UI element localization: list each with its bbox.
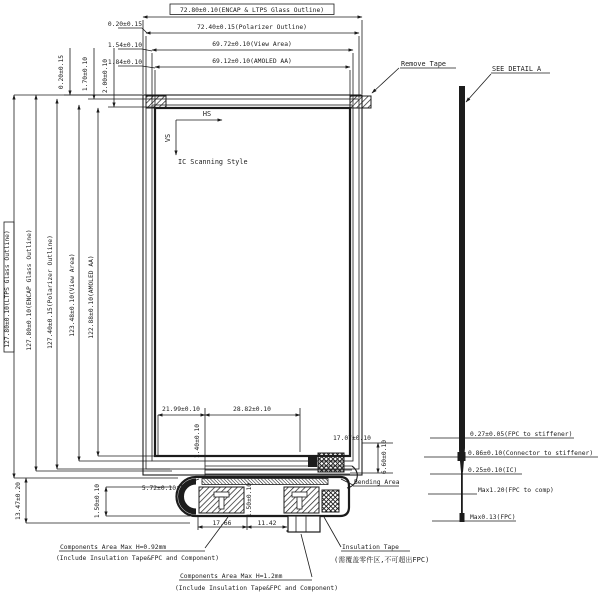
components-note-1-line-1: Components Area Max H=0.92mm: [60, 544, 167, 551]
dim-fpc-gap: 1.50±0.10: [94, 483, 101, 519]
bending-area-label: Bending Area: [354, 479, 400, 486]
hs-label: HS: [202, 110, 212, 118]
dim-module-a: 17.66: [212, 520, 232, 527]
dim-module-c: 5.72±0.10: [141, 485, 176, 492]
bottom-notes: [56, 517, 429, 592]
polarizer-outline: [146, 99, 359, 469]
detail-label-connector-stiffener: 0.86±0.10(Connector to stiffener): [468, 450, 594, 457]
vs-label: VS: [164, 133, 172, 143]
dim-top-offset-3: 1.84±0.10: [107, 59, 142, 66]
component-mark: [214, 492, 229, 497]
dim-glass-outline-width: 72.80±0.10(ENCAP & LTPS Glass Outline): [179, 7, 325, 14]
detail-label-fpc: Max0.13(FPC): [470, 514, 516, 521]
dim-module-bottom-height: 13.47±0.20: [15, 482, 22, 520]
dim-left-offset-3: 2.00±0.10: [102, 58, 109, 94]
driver-ic-block: [318, 453, 344, 472]
dim-polarizer-height: 127.40±0.15(Polarizer Outline): [47, 235, 54, 349]
dim-module-b: 11.42: [257, 520, 277, 527]
side-fpc-tail: [461, 470, 463, 515]
panel-side-profile: [459, 86, 465, 472]
ic-scanning-style-label: IC Scanning Style: [178, 158, 248, 166]
dim-ledge-1: 21.99±0.10: [162, 406, 200, 413]
tape-tab-left: [146, 96, 166, 108]
main-panel-view: [143, 95, 371, 475]
see-detail-a-label: SEE DETAIL A: [492, 65, 542, 73]
dim-ledge-2: 28.82±0.10: [233, 406, 271, 413]
fpc-fold: [181, 482, 196, 512]
detail-label-ic: 0.25±0.10(IC): [468, 467, 518, 474]
dim-polarizer-width: 72.40±0.15(Polarizer Outline): [197, 24, 307, 31]
dim-left-offset-1: 0.20±0.15: [58, 54, 65, 90]
dim-ltps-height: 127.80±0.10(LTPS Glass Outline): [4, 230, 11, 348]
insulation-tape-label: Insulation Tape: [342, 544, 399, 551]
detail-label-fpc-stiffener: 0.27±0.05(FPC to stiffener): [470, 431, 573, 438]
module-cross-section: [142, 477, 349, 532]
detail-label-fpc-comp: Max1.20(FPC to comp): [478, 487, 554, 494]
component-mark: [297, 497, 302, 509]
cof-block: [308, 456, 317, 467]
stiffener-block: [322, 490, 339, 512]
dim-ledge-4: 17.07±0.10: [333, 435, 371, 442]
top-left-offset-dims: [108, 21, 155, 68]
dim-aa-height: 122.88±0.10(AMOLED AA): [88, 255, 95, 339]
side-connector-bump: [458, 452, 466, 461]
component-mark: [219, 497, 224, 509]
dim-module-mid: 1.50±0.10: [246, 482, 253, 518]
dim-top-offset-1: 0.20±0.15: [107, 21, 142, 28]
dim-encap-height: 127.80±0.10(ENCAP Glass Outline): [26, 229, 33, 351]
top-vertical-offset-dims: [58, 48, 155, 107]
component-mark: [292, 492, 307, 497]
insulation-tape-strip: [202, 479, 328, 485]
side-fpc-foot: [460, 513, 465, 522]
dim-ledge-5: 6.60±0.10: [381, 439, 388, 475]
top-dimensions: [143, 4, 362, 107]
remove-tape-label: Remove Tape: [401, 60, 447, 68]
dim-top-offset-2: 1.54±0.10: [107, 42, 142, 49]
components-note-2-line-2: (Include Insulation Tape&FPC and Component): [175, 585, 339, 592]
components-note-1-line-2: (Include Insulation Tape&FPC and Component): [56, 555, 220, 562]
connector: [288, 516, 320, 532]
dim-left-offset-2: 1.70±0.10: [82, 56, 89, 92]
ic-scanning: [164, 110, 248, 166]
dim-ledge-3: 1.40±0.10: [194, 423, 201, 459]
components-note-2-line-1: Components Area Max H=1.2mm: [180, 573, 283, 580]
dim-view-height: 123.48±0.10(View Area): [69, 253, 76, 337]
side-detail-view: [424, 86, 598, 522]
dim-view-area-width: 69.72±0.10(View Area): [212, 41, 292, 48]
insulation-tape-note-cn: (需覆盖零件区,不可超出FPC): [334, 556, 430, 564]
dim-aa-width: 69.12±0.10(AMOLED AA): [212, 58, 292, 65]
